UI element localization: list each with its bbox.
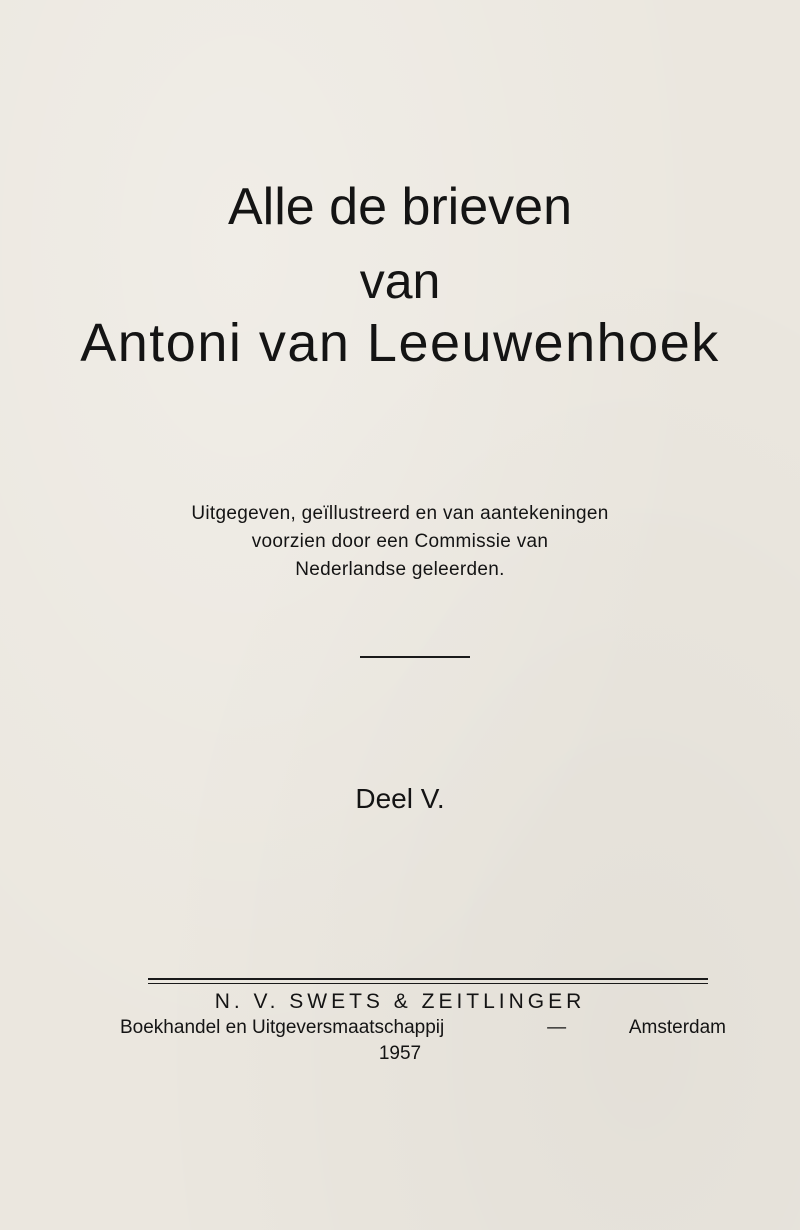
- subtitle-line-3: Nederlandse geleerden.: [295, 559, 505, 580]
- ornament-rule: [360, 656, 470, 658]
- subtitle-line-1: Uitgegeven, geïllustreerd en van aantekeningen: [191, 503, 609, 524]
- subtitle: [0, 500, 800, 584]
- title-line-3: Antoni van Leeuwenhoek: [80, 313, 720, 373]
- publisher-description: Boekhandel en Uitgeversmaatschappij: [120, 1017, 445, 1038]
- volume-label: Deel V.: [355, 783, 445, 814]
- title-line-2: van: [359, 253, 441, 309]
- publisher-rule-thick: [148, 978, 708, 980]
- publication-year: 1957: [378, 1043, 422, 1064]
- publisher-separator: —: [547, 1017, 567, 1038]
- publisher-name: N. V. SWETS & ZEITLINGER: [214, 990, 586, 1013]
- publisher-city: Amsterdam: [628, 1017, 726, 1038]
- subtitle-line-2: voorzien door een Commissie van: [251, 531, 549, 552]
- publisher-rule-thin: [148, 983, 708, 984]
- publisher-line: [120, 1015, 726, 1041]
- title-line-1: Alle de brieven: [228, 178, 572, 236]
